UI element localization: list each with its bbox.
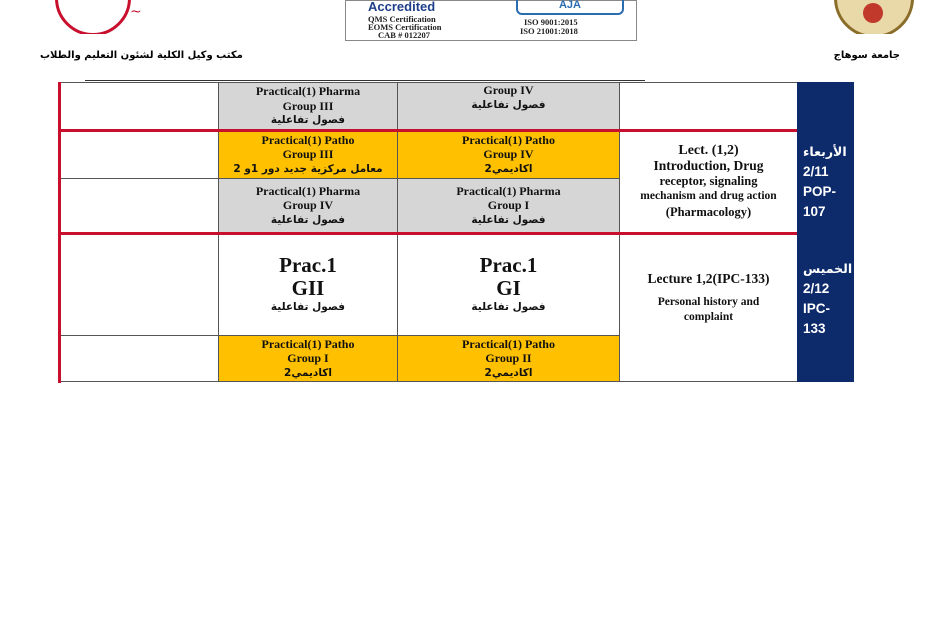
thu-lecture-cell: [619, 233, 798, 382]
wed-patho-group3-cell: [218, 130, 398, 179]
cell-line: Practical(1) Pharma: [255, 183, 361, 198]
cell-line: Practical(1) Patho: [261, 132, 355, 147]
thu-empty-cell-2: [60, 335, 219, 382]
cell-line: Group III: [282, 147, 334, 162]
cell-line: Group IV: [483, 147, 534, 162]
cell-location: اكاديمي2: [484, 162, 533, 175]
thu-patho-group1-cell: [218, 335, 398, 382]
cell-line: Group I: [487, 198, 530, 213]
red-row-separator-2: [58, 232, 797, 235]
aja-logo: AJA: [516, 0, 624, 15]
wed-day-cell: [797, 130, 854, 233]
course-code-number: 133: [803, 321, 826, 336]
cell-group: GI: [496, 276, 521, 301]
course-code-number: 107: [803, 203, 826, 219]
eoms-label: EOMS Certification: [368, 22, 442, 32]
accreditation-banner: [345, 0, 637, 41]
cell-line: Group IV: [483, 83, 534, 97]
cell-line: Practical(1) Patho: [462, 132, 555, 147]
cell-group: GII: [291, 276, 325, 301]
wed-pharma-group1-cell: [397, 178, 620, 233]
cell-title: Prac.1: [479, 253, 538, 278]
accredited-label: Accredited: [368, 0, 436, 14]
cell-location: اكاديمي2: [484, 366, 533, 379]
top-pharma-group3-cell: [218, 82, 398, 130]
wed-patho-group4-cell: [397, 130, 620, 179]
iso-21001-label: ISO 21001:2018: [520, 26, 578, 36]
wed-lecture-cell: [619, 130, 798, 233]
cell-line: Practical(1) Patho: [261, 336, 355, 351]
cell-line: Practical(1) Pharma: [456, 183, 561, 198]
thu-prac-gi-cell: [397, 233, 620, 336]
top-day-cell: [797, 82, 854, 130]
office-title: مكتب وكيل الكلية لشئون التعليم والطلاب: [40, 50, 243, 61]
cell-location: فصول تفاعلية: [471, 213, 546, 226]
cell-line: Group III: [282, 98, 334, 113]
wed-pharma-group4-cell: [218, 178, 398, 233]
cell-location: معامل مركزية جديد دور 1و 2: [233, 162, 383, 175]
cell-location: فصول تفاعلية: [270, 114, 346, 127]
day-date: 2/11: [803, 163, 829, 179]
header-divider: [85, 80, 645, 81]
cell-title: Prac.1: [279, 253, 337, 278]
faculty-logo: ~: [50, 0, 145, 34]
university-name: جامعة سوهاج: [833, 50, 900, 61]
cell-line: Group IV: [282, 198, 334, 213]
thu-prac-gii-cell: [218, 233, 398, 336]
course-code: POP-: [803, 183, 837, 199]
cell-location: اكاديمي2: [284, 366, 332, 379]
course-code: IPC-: [803, 301, 830, 316]
lecture-line: receptor, signaling: [659, 173, 758, 188]
qms-label: QMS Certification: [368, 14, 436, 24]
thu-patho-group2-cell: [397, 335, 620, 382]
lecture-title: Lect. (1,2): [678, 142, 739, 158]
day-name: الأربعاء: [803, 143, 847, 159]
cab-label: CAB # 012207: [378, 30, 430, 40]
thu-empty-cell-1: [60, 233, 219, 336]
top-group4-cell: [397, 82, 620, 130]
cell-line: Group I: [287, 351, 329, 366]
cell-line: Practical(1) Patho: [462, 336, 555, 351]
lecture-line: complaint: [683, 311, 734, 323]
cell-location: فصول تفاعلية: [270, 301, 346, 314]
top-lecture-empty-cell: [619, 82, 798, 130]
wed-empty-cell-1: [60, 130, 219, 179]
lecture-subject: (Pharmacology): [665, 204, 752, 219]
lecture-line: Personal history and: [657, 296, 760, 308]
lecture-line: Introduction, Drug: [653, 158, 764, 174]
cell-location: فصول تفاعلية: [471, 301, 546, 314]
lecture-line: mechanism and drug action: [640, 190, 777, 203]
day-name: الخميس: [803, 261, 853, 276]
lecture-title: Lecture 1,2(IPC-133): [647, 271, 770, 286]
iso-9001-label: ISO 9001:2015: [524, 17, 578, 27]
top-empty-cell: [60, 82, 219, 130]
red-row-separator-1: [58, 129, 797, 132]
day-date: 2/12: [803, 281, 830, 296]
wed-empty-cell-2: [60, 178, 219, 233]
cell-location: فصول تفاعلية: [471, 98, 546, 111]
thu-day-cell: [797, 233, 854, 382]
cell-line: Practical(1) Pharma: [255, 84, 361, 99]
cell-location: فصول تفاعلية: [270, 213, 346, 226]
cell-line: Group II: [485, 351, 532, 366]
university-seal: [832, 0, 914, 34]
